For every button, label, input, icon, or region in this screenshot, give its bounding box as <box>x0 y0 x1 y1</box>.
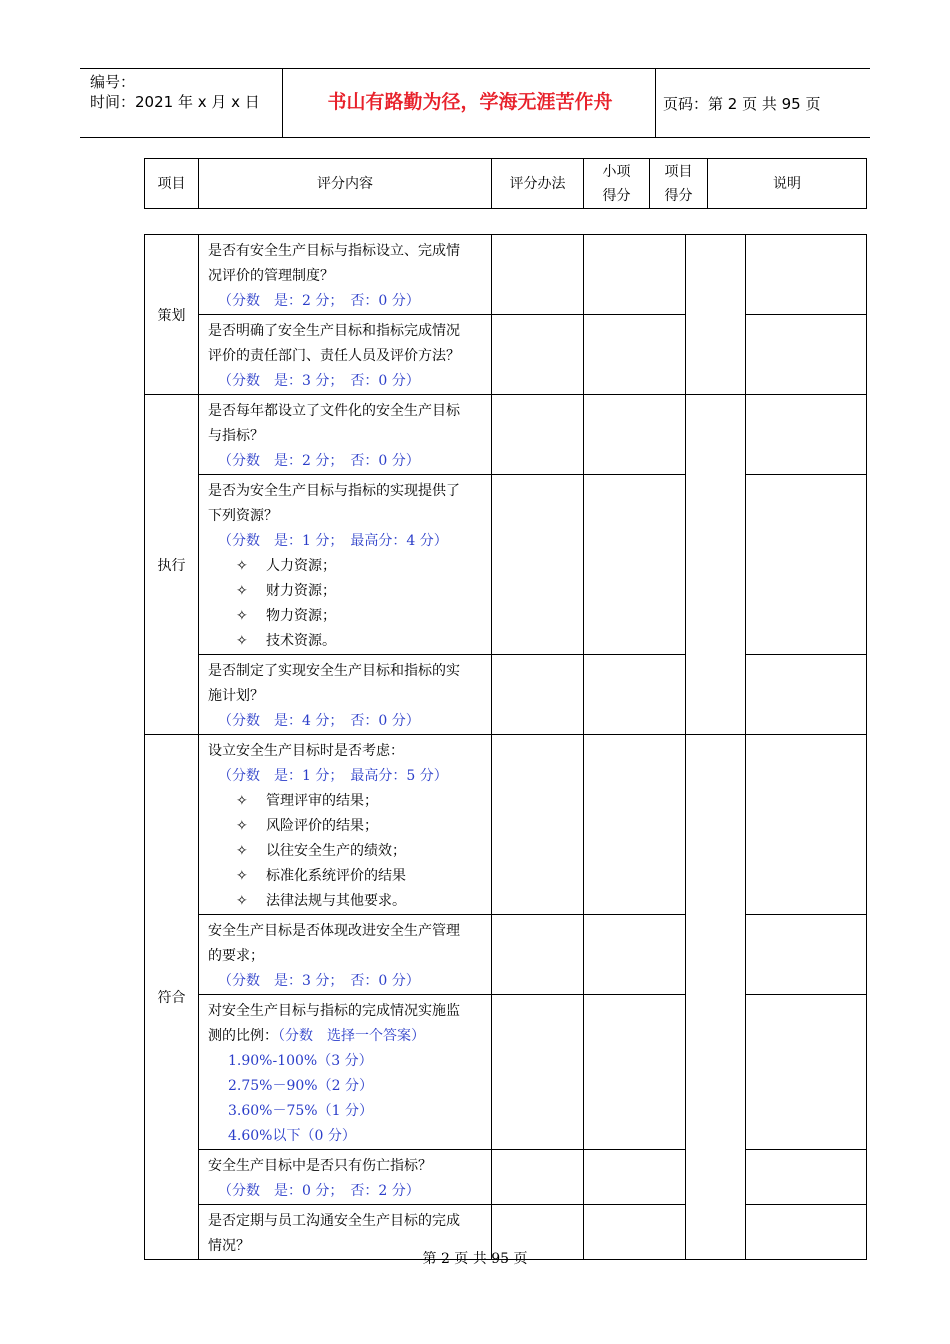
header-meta <box>90 72 260 112</box>
diamond-bullet-icon: ✧ <box>236 868 248 884</box>
bullet-text: 标准化系统评价的结果 <box>266 868 406 884</box>
scoring-table <box>144 234 867 1260</box>
table-row <box>145 735 867 915</box>
content-line: 是否为安全生产目标与指标的实现提供了 <box>208 483 460 499</box>
content-cell <box>199 735 492 915</box>
content-line: 情况？ <box>208 1238 250 1254</box>
remark-cell <box>746 655 867 735</box>
method-cell <box>492 1150 584 1205</box>
content-line: 下列资源？ <box>208 508 278 524</box>
header-motto: 书山有路勤为径，学海无涯苦作舟 <box>327 91 613 113</box>
method-cell <box>492 315 584 395</box>
content-line: 的要求； <box>208 948 264 964</box>
remark-cell <box>746 915 867 995</box>
bullet-item <box>208 889 485 914</box>
bullet-item <box>208 814 485 839</box>
method-cell <box>492 655 584 735</box>
content-cell <box>199 995 492 1150</box>
bullet-text: 物力资源； <box>266 608 336 624</box>
content-line <box>208 1024 485 1049</box>
bullet-item <box>208 864 485 889</box>
table-row <box>145 655 867 735</box>
content-line: 安全生产目标是否体现改进安全生产管理 <box>208 923 460 939</box>
bullet-item <box>208 789 485 814</box>
option-text: 1.90%-100%（3 分） <box>228 1053 373 1069</box>
remark-cell <box>746 315 867 395</box>
bullet-text: 财力资源； <box>266 583 336 599</box>
bullet-text: 人力资源； <box>266 558 336 574</box>
item-score-cell <box>584 475 686 655</box>
content-line: 设立安全生产目标时是否考虑： <box>208 743 404 759</box>
bullet-item <box>208 579 485 604</box>
remark-cell <box>746 1150 867 1205</box>
score-text: （分数 是：2 分； 否：0 分） <box>218 293 420 309</box>
method-cell <box>492 735 584 915</box>
content-cell <box>199 395 492 475</box>
content-line: 对安全生产目标与指标的完成情况实施监 <box>208 1003 460 1019</box>
content-cell <box>199 1150 492 1205</box>
method-cell <box>492 475 584 655</box>
item-score-cell <box>584 655 686 735</box>
content-line: 是否有安全生产目标与指标设立、完成情 <box>208 243 460 259</box>
category-cell: 符合 <box>145 735 199 1260</box>
header-cell: 项目 <box>145 159 199 209</box>
content-line: 与指标？ <box>208 428 264 444</box>
project-score-cell <box>686 395 746 735</box>
content-line: 是否明确了安全生产目标和指标完成情况 <box>208 323 460 339</box>
time-label: 时间：2021 年 x 月 x 日 <box>90 93 260 111</box>
bullet-text: 以往安全生产的绩效； <box>266 843 406 859</box>
bullet-item <box>208 839 485 864</box>
table-header <box>144 158 867 209</box>
method-cell <box>492 235 584 315</box>
item-score-cell <box>584 1150 686 1205</box>
score-text: （分数 是：4 分； 否：0 分） <box>218 713 420 729</box>
diamond-bullet-icon: ✧ <box>236 793 248 809</box>
table-row <box>145 235 867 315</box>
header-cell: 评分办法 <box>492 159 584 209</box>
bullet-text: 法律法规与其他要求。 <box>266 893 406 909</box>
content-line: 安全生产目标中是否只有伤亡指标？ <box>208 1158 432 1174</box>
item-score-cell <box>584 735 686 915</box>
category-cell: 策划 <box>145 235 199 395</box>
content-line: 是否每年都设立了文件化的安全生产目标 <box>208 403 460 419</box>
item-score-cell <box>584 315 686 395</box>
diamond-bullet-icon: ✧ <box>236 893 248 909</box>
content-cell <box>199 475 492 655</box>
content-text: 测的比例： <box>208 1028 278 1044</box>
header-cell: 小项 得分 <box>584 159 650 209</box>
content-line: 是否定期与员工沟通安全生产目标的完成 <box>208 1213 460 1229</box>
project-score-cell <box>686 235 746 395</box>
score-text: （分数 是：0 分； 否：2 分） <box>218 1183 420 1199</box>
option-text: 4.60%以下（0 分） <box>228 1128 356 1144</box>
method-cell <box>492 395 584 475</box>
diamond-bullet-icon: ✧ <box>236 583 248 599</box>
table-row <box>145 475 867 655</box>
page-footer: 第 2 页 共 95 页 <box>422 1251 528 1267</box>
remark-cell <box>746 995 867 1150</box>
content-line: 评价的责任部门、责任人员及评价方法？ <box>208 348 460 364</box>
content-cell <box>199 915 492 995</box>
bullet-text: 技术资源。 <box>266 633 336 649</box>
header-page-info: 页码：第 2 页 共 95 页 <box>663 95 821 113</box>
remark-cell <box>746 395 867 475</box>
content-line: 况评价的管理制度？ <box>208 268 334 284</box>
table-row <box>145 995 867 1150</box>
header-cell: 项目 得分 <box>650 159 708 209</box>
item-score-cell <box>584 995 686 1150</box>
content-line: 施计划？ <box>208 688 264 704</box>
option-text: 2.75%－90%（2 分） <box>228 1078 373 1094</box>
diamond-bullet-icon: ✧ <box>236 608 248 624</box>
diamond-bullet-icon: ✧ <box>236 843 248 859</box>
score-text: （分数 是：1 分； 最高分：5 分） <box>218 768 448 784</box>
table-row <box>145 915 867 995</box>
table-row <box>145 1150 867 1205</box>
content-line: 是否制定了实现安全生产目标和指标的实 <box>208 663 460 679</box>
score-text: （分数 是：3 分； 否：0 分） <box>218 373 420 389</box>
score-text: （分数 选择一个答案） <box>278 1028 425 1044</box>
bullet-item <box>208 604 485 629</box>
content-cell <box>199 235 492 315</box>
table-row <box>145 395 867 475</box>
content-cell <box>199 315 492 395</box>
diamond-bullet-icon: ✧ <box>236 818 248 834</box>
header-cell: 评分内容 <box>199 159 492 209</box>
bullet-item <box>208 554 485 579</box>
remark-cell <box>746 475 867 655</box>
category-cell: 执行 <box>145 395 199 735</box>
score-text: （分数 是：3 分； 否：0 分） <box>218 973 420 989</box>
bullet-text: 风险评价的结果； <box>266 818 378 834</box>
page-header <box>80 68 870 138</box>
content-cell <box>199 655 492 735</box>
project-score-cell <box>686 735 746 1260</box>
bullet-item <box>208 629 485 654</box>
diamond-bullet-icon: ✧ <box>236 558 248 574</box>
bullet-text: 管理评审的结果； <box>266 793 378 809</box>
table-row <box>145 315 867 395</box>
remark-cell <box>746 735 867 915</box>
score-text: （分数 是：2 分； 否：0 分） <box>218 453 420 469</box>
item-score-cell <box>584 915 686 995</box>
item-score-cell <box>584 235 686 315</box>
remark-cell <box>746 235 867 315</box>
diamond-bullet-icon: ✧ <box>236 633 248 649</box>
score-text: （分数 是：1 分； 最高分：4 分） <box>218 533 448 549</box>
item-score-cell <box>584 395 686 475</box>
method-cell <box>492 915 584 995</box>
header-cell: 说明 <box>708 159 867 209</box>
option-text: 3.60%－75%（1 分） <box>228 1103 373 1119</box>
code-label: 编号： <box>90 73 136 91</box>
method-cell <box>492 995 584 1150</box>
